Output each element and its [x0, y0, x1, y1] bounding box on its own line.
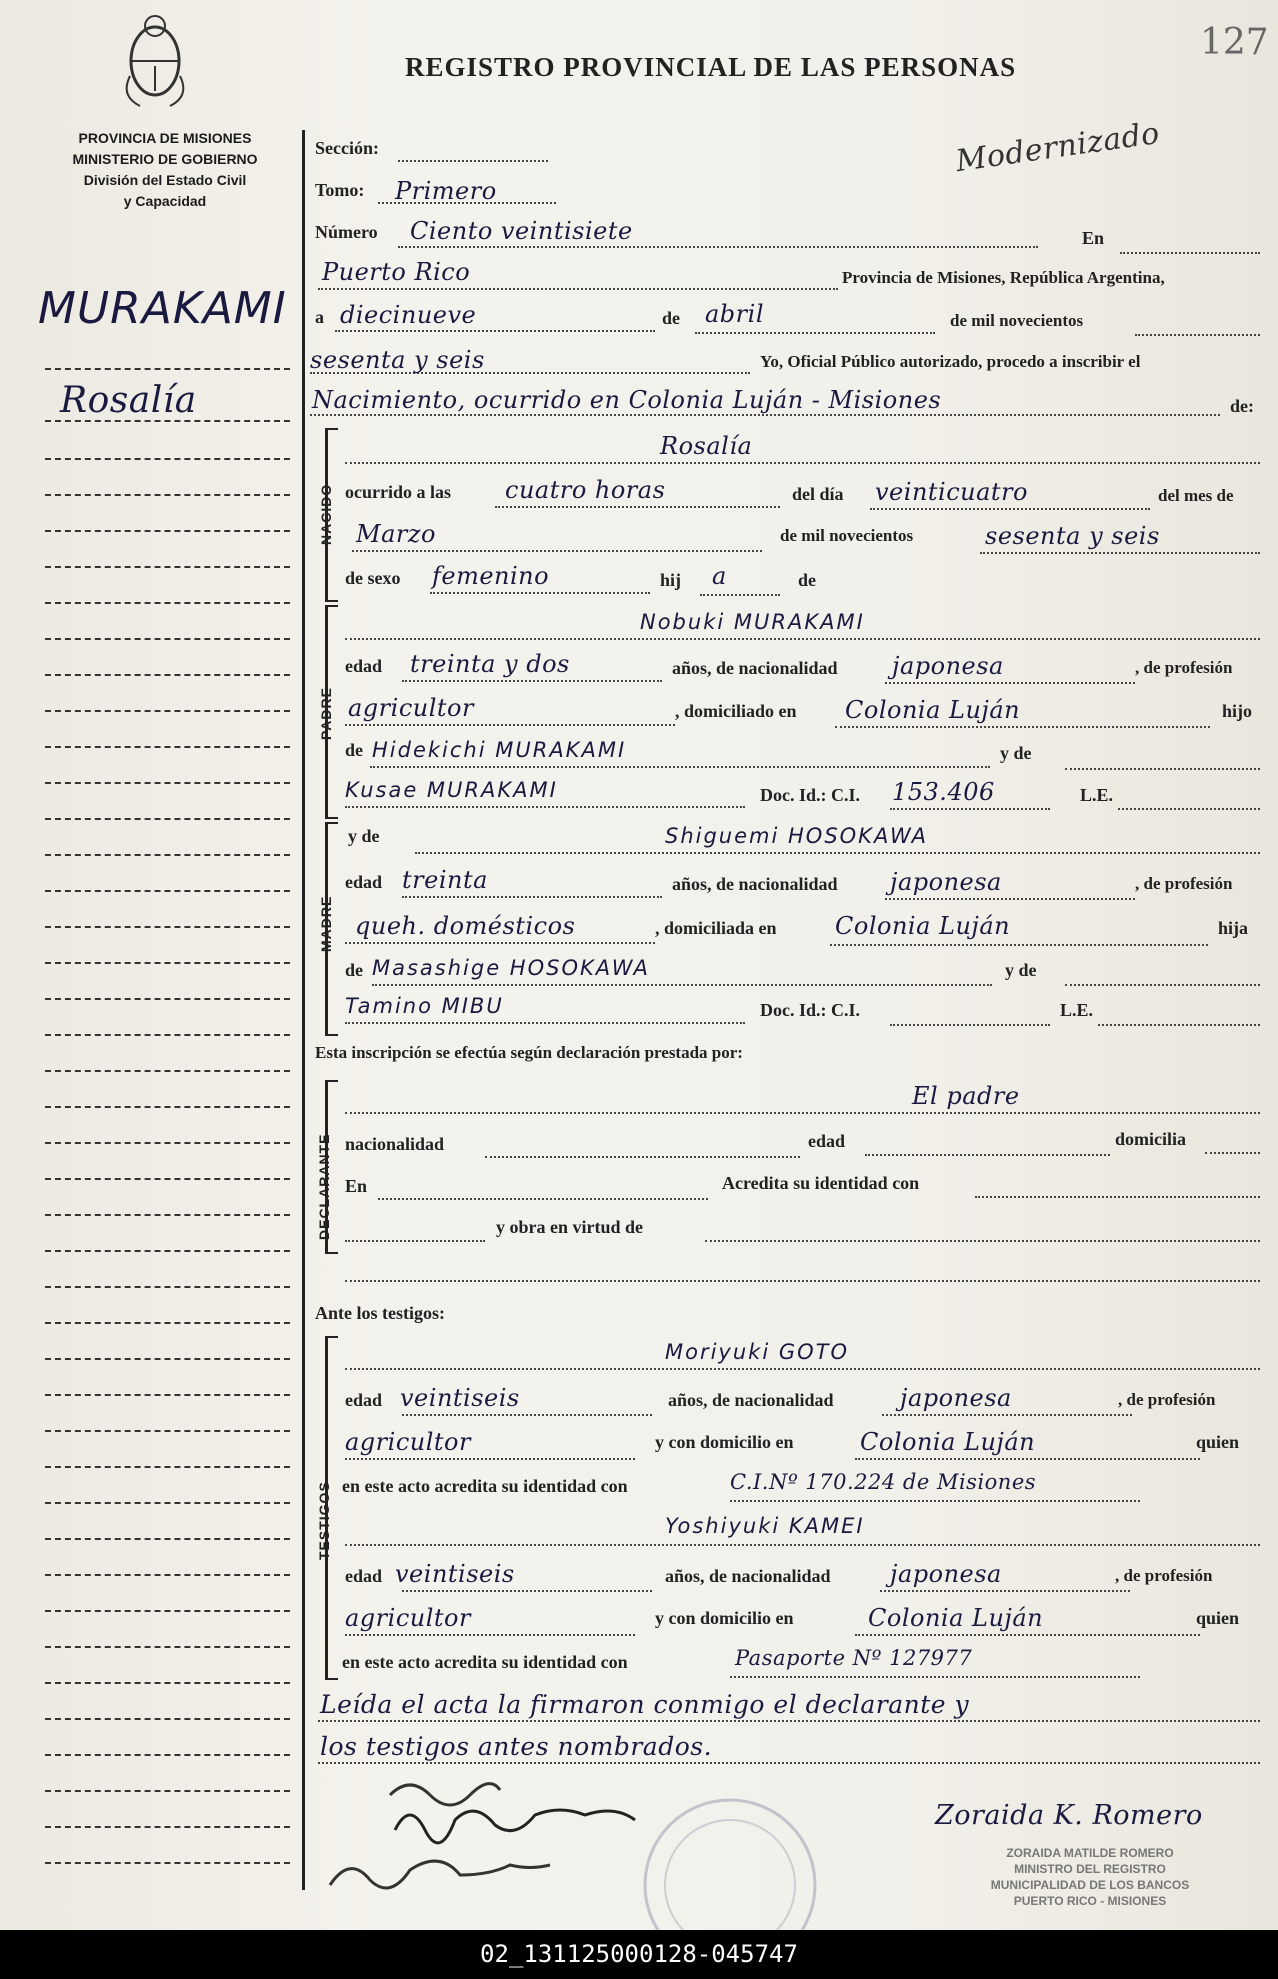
domiciliada-label: , domiciliada en — [655, 918, 777, 938]
testigo2-nacionalidad-value: japonesa — [890, 1560, 1002, 1588]
padre-ci-value: 153.406 — [892, 778, 995, 806]
sexo-value: femenino — [432, 562, 550, 590]
de-label: de — [798, 570, 816, 590]
document-title: REGISTRO PROVINCIAL DE LAS PERSONAS — [405, 52, 1017, 82]
ante-testigos-label: Ante los testigos: — [315, 1303, 445, 1323]
acredita-label: Acredita su identidad con — [722, 1173, 920, 1193]
margin-surname: MURAKAMI — [38, 283, 287, 334]
coat-of-arms-icon — [120, 6, 190, 111]
provincia-label: Provincia de Misiones, República Argentina, — [842, 268, 1165, 287]
y-de-label: y de — [348, 826, 380, 846]
authority-line: y Capacidad — [123, 193, 207, 209]
stamp-line: PUERTO RICO - MISIONES — [1013, 1894, 1167, 1908]
cierre-linea-2: los testigos antes nombrados. — [320, 1732, 713, 1761]
anos-nacionalidad-label: años, de nacionalidad — [672, 874, 838, 894]
hijo-label: hijo — [1222, 701, 1253, 721]
testigo1-profesion-value: agricultor — [345, 1428, 471, 1456]
numero-label: Número — [315, 222, 378, 242]
madre-edad-value: treinta — [402, 866, 488, 894]
madre-hija-y-de-value: Tamino MIBU — [345, 994, 504, 1018]
anio-inscripcion-value: sesenta y seis — [310, 346, 485, 374]
signatures-image — [310, 1765, 1010, 1930]
testigo1-id-value: C.I.Nº 170.224 de Misiones — [730, 1470, 1037, 1494]
de-label: de — [662, 308, 680, 328]
dia-inscripcion-value: diecinueve — [340, 301, 477, 329]
testigo2-profesion-value: agricultor — [345, 1604, 471, 1632]
de-label: de — [345, 740, 363, 760]
de-colon-label: de: — [1230, 396, 1254, 416]
nacionalidad-label: nacionalidad — [345, 1134, 445, 1154]
issuing-authority — [40, 128, 290, 212]
testigo1-nombre-value: Moriyuki GOTO — [665, 1340, 850, 1364]
hij-suffix-value: a — [712, 562, 727, 590]
profesion-label: , de profesión — [1115, 1566, 1213, 1585]
ocurrido-label: ocurrido a las — [345, 482, 451, 502]
madre-nacionalidad-value: japonesa — [890, 868, 1002, 896]
le-label: L.E. — [1060, 1000, 1094, 1020]
edad-label: edad — [345, 656, 383, 676]
quien-label: quien — [1196, 1608, 1240, 1628]
nacido-side-label: NACIDO — [318, 483, 334, 545]
page-number: 127 — [1200, 22, 1269, 63]
padre-hijo-de-value: Hidekichi MURAKAMI — [372, 738, 627, 762]
profesion-label: , de profesión — [1135, 874, 1233, 893]
le-label: L.E. — [1080, 785, 1114, 805]
y-con-domicilio-label: y con domicilio en — [655, 1608, 794, 1628]
del-mes-label: del mes de — [1158, 486, 1234, 505]
doc-id-label: Doc. Id.: C.I. — [760, 785, 861, 805]
declarante-side-label: DECLARANTE — [316, 1133, 332, 1240]
inscripcion-label: Esta inscripción se efectúa según declaración prestada por: — [315, 1043, 743, 1062]
testigo1-edad-value: veintiseis — [400, 1384, 520, 1412]
del-dia-label: del día — [792, 484, 844, 504]
domiciliado-label: , domiciliado en — [675, 701, 797, 721]
official-stamp — [940, 1845, 1240, 1909]
padre-hijo-y-de-value: Kusae MURAKAMI — [345, 778, 558, 802]
padre-domicilio-value: Colonia Luján — [845, 696, 1021, 724]
profesion-label: , de profesión — [1118, 1390, 1216, 1409]
edad-label: edad — [345, 1566, 383, 1586]
padre-profesion-value: agricultor — [348, 694, 474, 722]
lugar-value: Puerto Rico — [322, 258, 471, 286]
hora-value: cuatro horas — [505, 476, 666, 504]
mes-inscripcion-value: abril — [705, 300, 764, 328]
profesion-label: , de profesión — [1135, 658, 1233, 677]
seccion-label: Sección: — [315, 138, 379, 158]
padre-edad-value: treinta y dos — [410, 650, 570, 678]
en-label: En — [1082, 228, 1105, 248]
anos-nacionalidad-label: años, de nacionalidad — [668, 1390, 834, 1410]
a-label: a — [315, 307, 324, 327]
sexo-label: de sexo — [345, 568, 401, 588]
edad-label: edad — [345, 1390, 383, 1410]
testigos-side-label: TESTIGOS — [316, 1481, 332, 1560]
testigo1-nacionalidad-value: japonesa — [900, 1384, 1012, 1412]
scan-file-id: 02_131125000128-045747 — [0, 1930, 1278, 1979]
madre-side-label: MADRE — [318, 895, 334, 952]
testigo1-domicilio-value: Colonia Luján — [860, 1428, 1036, 1456]
hija-label: hija — [1218, 918, 1249, 938]
y-con-domicilio-label: y con domicilio en — [655, 1432, 794, 1452]
edad-label: edad — [808, 1131, 846, 1151]
anos-nacionalidad-label: años, de nacionalidad — [672, 658, 838, 678]
en-este-acto-label: en este acto acredita su identidad con — [342, 1652, 628, 1672]
firma-oficial: Zoraida K. Romero — [935, 1800, 1203, 1831]
acto-value: Nacimiento, ocurrido en Colonia Luján - Misiones — [312, 386, 942, 414]
mes-value: Marzo — [356, 520, 436, 548]
testigo2-nombre-value: Yoshiyuki KAMEI — [665, 1514, 865, 1538]
y-de-label: y de — [1000, 743, 1032, 763]
anio-value: sesenta y seis — [985, 522, 1160, 550]
madre-domicilio-value: Colonia Luján — [835, 912, 1011, 940]
en-este-acto-label: en este acto acredita su identidad con — [342, 1476, 628, 1496]
tomo-label: Tomo: — [315, 180, 365, 200]
stamp-line: ZORAIDA MATILDE ROMERO — [1006, 1846, 1174, 1860]
authority-line: MINISTERIO DE GOBIERNO — [72, 151, 258, 167]
madre-hija-de-value: Masashige HOSOKAWA — [372, 956, 650, 980]
stamp-line: MUNICIPALIDAD DE LOS BANCOS — [990, 1878, 1190, 1892]
nombre-value: Rosalía — [660, 432, 753, 460]
edad-label: edad — [345, 872, 383, 892]
obra-label: y obra en virtud de — [496, 1217, 644, 1237]
de-mil-label: de mil novecientos — [780, 526, 914, 545]
testigo2-id-value: Pasaporte Nº 127977 — [735, 1646, 973, 1670]
authority-line: División del Estado Civil — [83, 172, 247, 188]
margin-given-name: Rosalía — [60, 380, 197, 421]
quien-label: quien — [1196, 1432, 1240, 1452]
authority-line: PROVINCIA DE MISIONES — [78, 130, 252, 146]
modernizado-annotation: Modernizado — [953, 115, 1162, 180]
de-label: de — [345, 960, 363, 980]
tomo-value: Primero — [395, 177, 497, 205]
padre-nombre-value: Nobuki MURAKAMI — [640, 610, 865, 634]
padre-side-label: PADRE — [318, 687, 334, 740]
madre-nombre-value: Shiguemi HOSOKAWA — [665, 824, 929, 848]
en-label: En — [345, 1176, 368, 1196]
testigo2-edad-value: veintiseis — [395, 1560, 515, 1588]
mil-novecientos-label: de mil novecientos — [950, 311, 1084, 330]
stamp-line: MINISTRO DEL REGISTRO — [1014, 1862, 1166, 1876]
doc-id-label: Doc. Id.: C.I. — [760, 1000, 861, 1020]
main-divider — [302, 130, 305, 1890]
testigo2-domicilio-value: Colonia Luján — [868, 1604, 1044, 1632]
domicilia-label: domicilia — [1115, 1129, 1186, 1149]
cierre-linea-1: Leída el acta la firmaron conmigo el declarante y — [320, 1690, 970, 1719]
y-de-label: y de — [1005, 960, 1037, 980]
declarante-value: El padre — [912, 1082, 1020, 1110]
padre-nacionalidad-value: japonesa — [892, 652, 1004, 680]
numero-value: Ciento veintisiete — [410, 217, 633, 245]
hij-label: hij — [660, 570, 682, 590]
anos-nacionalidad-label: años, de nacionalidad — [665, 1566, 831, 1586]
madre-profesion-value: queh. domésticos — [355, 912, 576, 940]
yo-oficial-label: Yo, Oficial Público autorizado, procedo a inscribir el — [760, 352, 1141, 371]
dia-value: veinticuatro — [875, 478, 1028, 506]
